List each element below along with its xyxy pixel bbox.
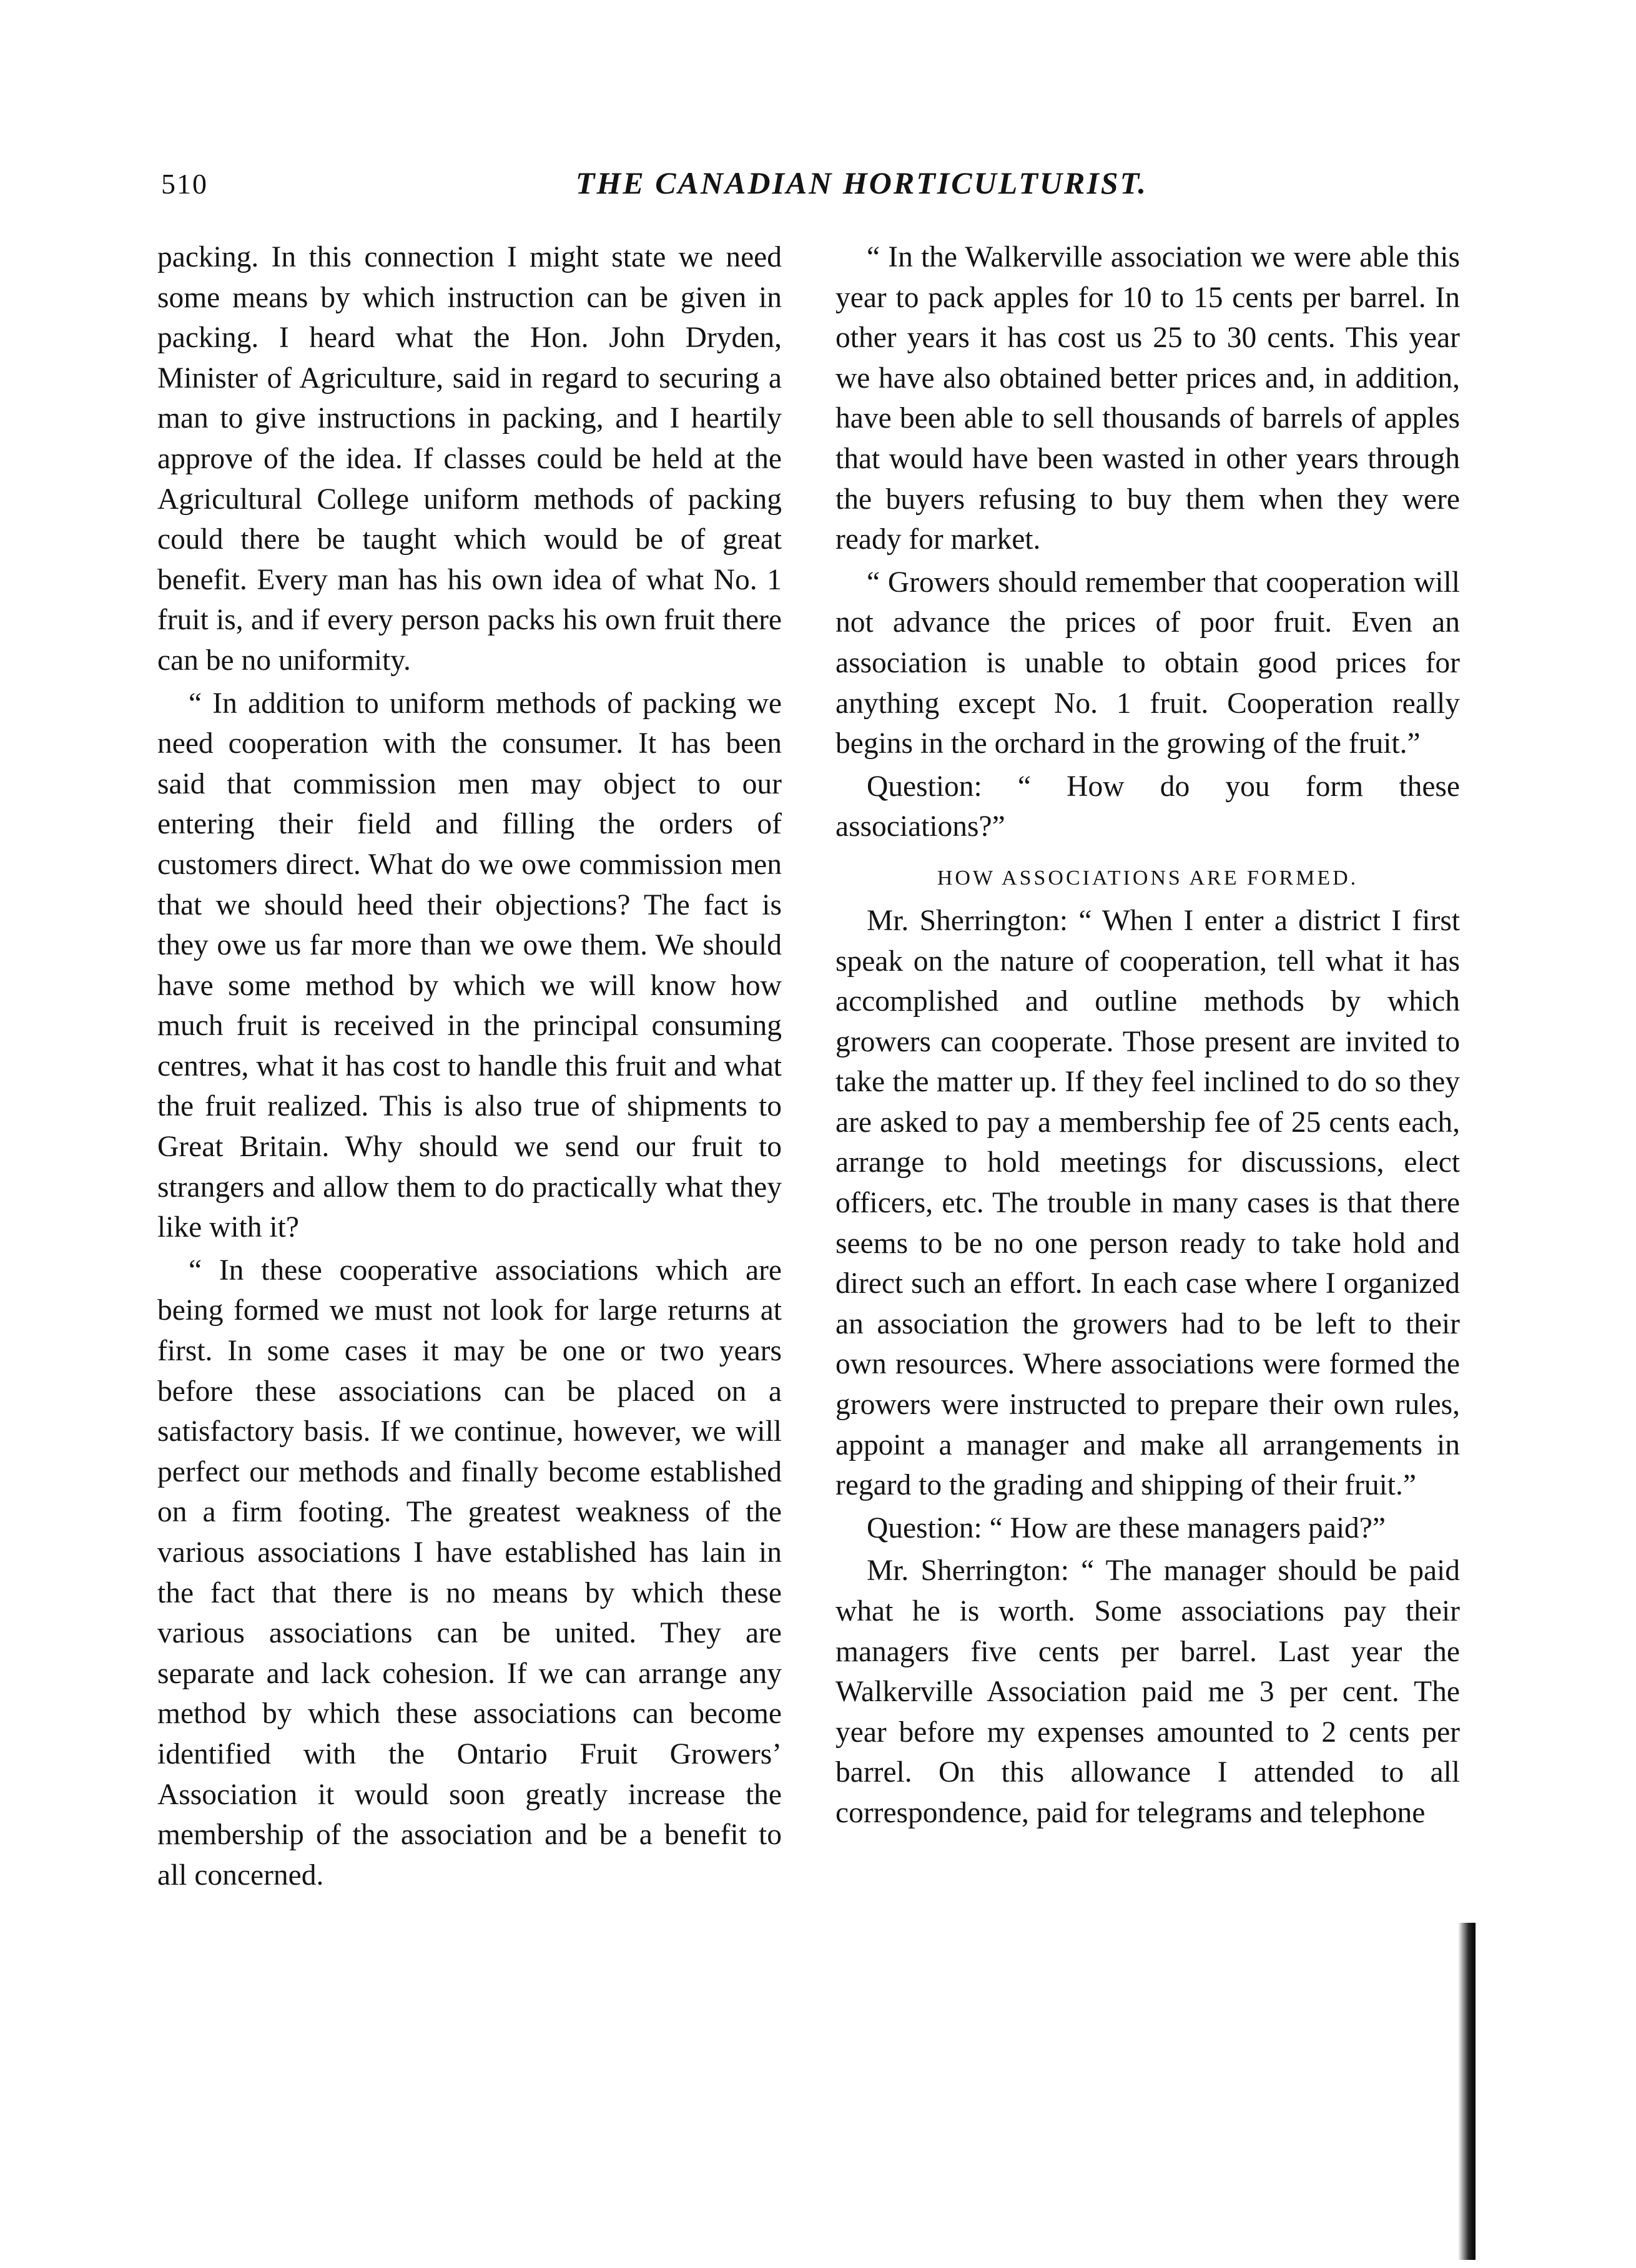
paragraph: Mr. Sherrington: “ The manager should be paid what he is worth. Some associations pay their managers five cents per barrel. Last year the Walkerville Association paid me 3 per cent. The year before my expenses amounted to 2 cents per barrel. On this allowance I attended to all correspondence, paid for telegrams and telephone <box>835 1554 1460 1829</box>
paragraph: “ In the Walkerville association we were able this year to pack apples for 10 to 15 cents per barrel. In other years it has cost us 25 to 30 cents. This year we have also obtained better prices and, in addition, have been able to sell thousands of barrels of apples that would have been wasted in other years through the buyers refusing to buy them when they were ready for market. <box>835 241 1460 556</box>
paragraph: “ Growers should remember that cooperation will not advance the prices of poor fruit. Even an association is unable to obtain good prices for anything except No. 1 fruit. Cooperation really begins in the orchard in the growing of the fruit.” <box>835 566 1460 760</box>
paragraph: packing. In this connection I might state we need some means by which instruction can be given in packing. I heard what the Hon. John Dryden, Minister of Agriculture, said in regard to securing a man to give instructions in packing, and I heartily approve of the idea. If classes could be held at the Agricultural College uniform methods of packing could there be taught which would be of great benefit. Every man has his own idea of what No. 1 fruit is, and if every person packs his own fruit there can be no uniformity. <box>157 241 782 677</box>
paragraph: Question: “ How are these managers paid?” <box>867 1511 1386 1544</box>
binding-shadow <box>1458 1923 1476 2260</box>
section-subheading: HOW ASSOCIATIONS ARE FORMED. <box>937 866 1359 890</box>
paragraph: “ In these cooperative associations which are being formed we must not look for large returns at first. In some cases it may be one or two years before these associations can be placed on a satisfactory basis. If we continue, however, we will perfect our methods and finally become established on a firm footing. The greatest weakness of the various associations I have established has lain in the fact that there is no means by which these various associations can be united. They are separate and lack cohesion. If we can arrange any method by which these associations can become identified with the Ontario Fruit Growers’ Association it would soon greatly increase the membership of the association and be a benefit to all concerned. <box>157 1254 782 1892</box>
page-number: 510 <box>161 168 208 200</box>
paragraph: Mr. Sherrington: “ When I enter a district I first speak on the nature of cooperation, tell what it has accomplished and outline methods by which growers can cooperate. Those present are invited to take the matter up. If they feel inclined to do so they are asked to pay a membership fee of 25 cents each, arrange to hold meetings for discussions, elect officers, etc. The trouble in many cases is that there seems to be no one person ready to take hold and direct such an effort. In each case where I organized an association the growers had to be left to their own resources. Where associations were formed the growers were instructed to prepare their own rules, appoint a manager and make all arrangements in regard to the grading and shipping of their fruit.” <box>835 904 1460 1502</box>
paragraph: “ In addition to uniform methods of packing we need cooperation with the consumer. It has been said that commission men may object to our entering their field and filling the orders of customers direct. What do we owe commission men that we should heed their objections? The fact is they owe us far more than we owe them. We should have some method by which we will know how much fruit is received in the principal consuming centres, what it has cost to handle this fruit and what the fruit realized. This is also true of shipments to Great Britain. Why should we send our fruit to strangers and allow them to do practically what they like with it? <box>157 687 782 1244</box>
right-column <box>835 237 1460 1834</box>
left-column <box>157 237 782 1895</box>
running-title: THE CANADIAN HORTICULTURIST. <box>575 165 1148 200</box>
paragraph: Question: “ How do you form these associations?” <box>835 770 1460 843</box>
